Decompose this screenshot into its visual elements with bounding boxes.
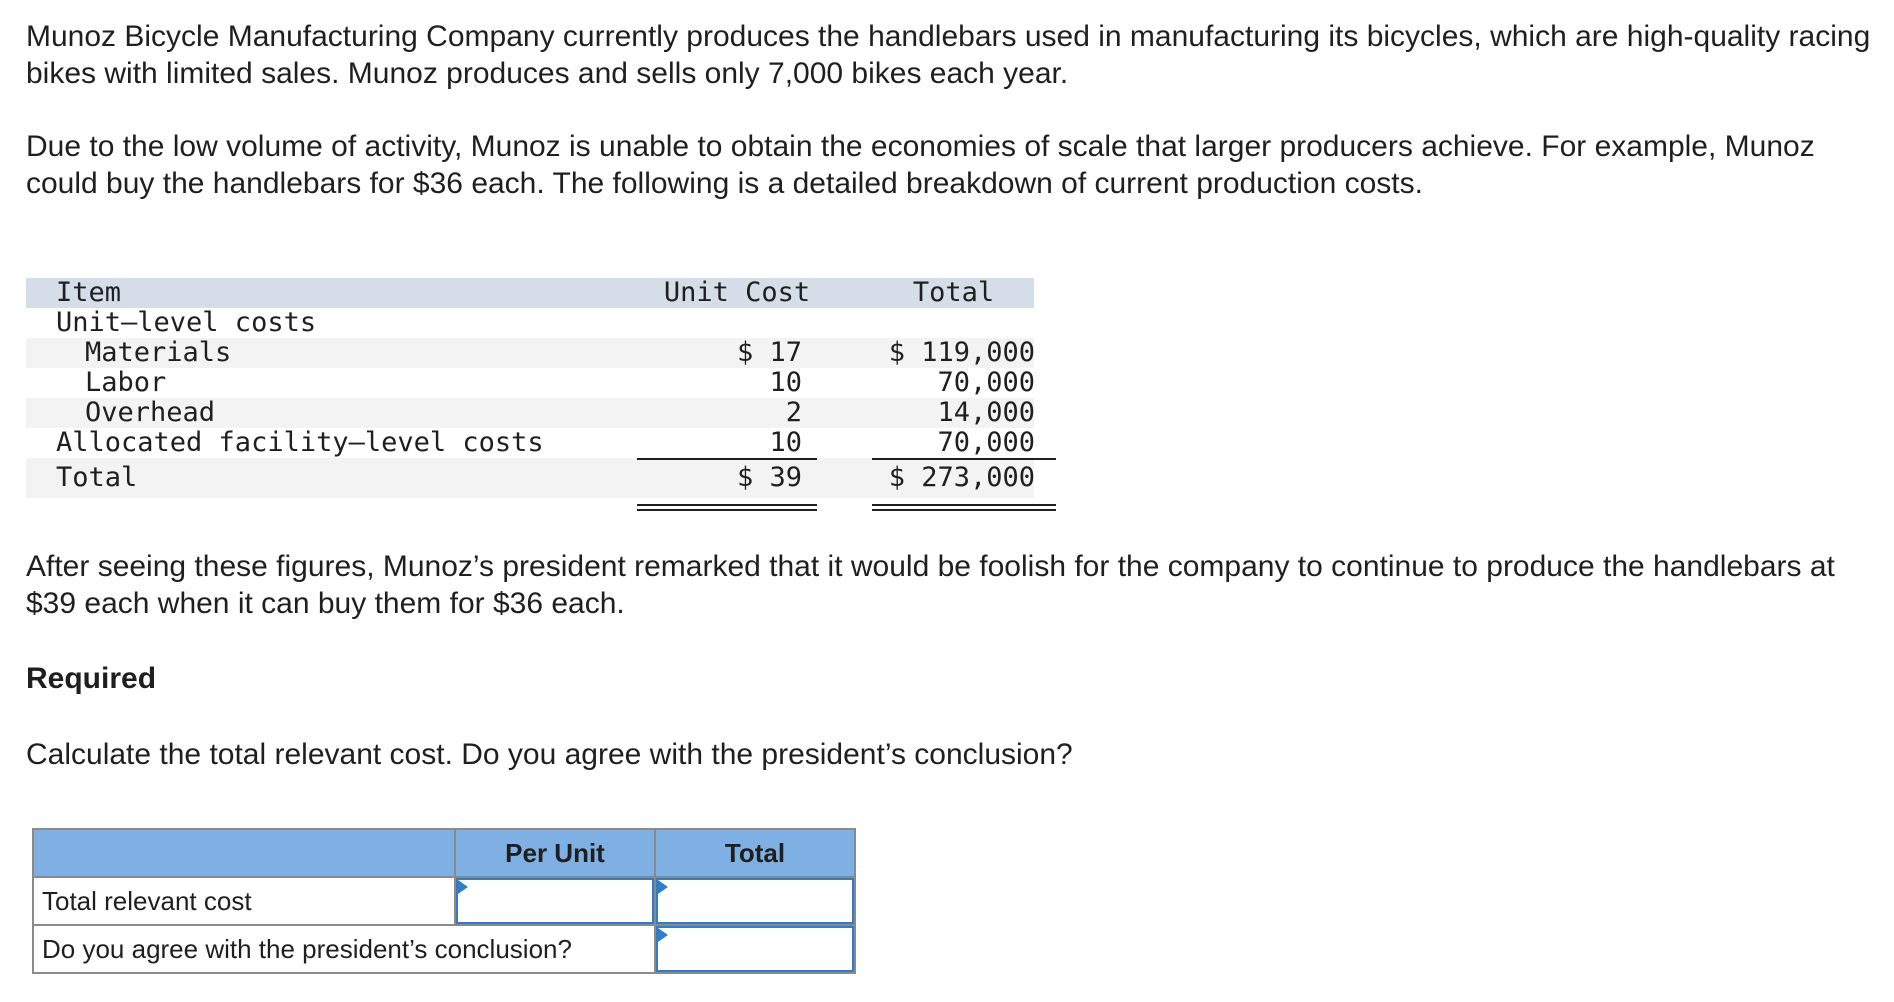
row-unit-cost: 10 [769,367,802,398]
row-item: Materials [85,337,232,368]
row-unit-cost: 2 [785,397,802,428]
double-rule-total-2 [872,509,1056,511]
table-row [26,398,1034,428]
per-unit-cell [455,877,655,925]
row-total: 14,000 [937,397,1035,428]
cost-breakdown-table [26,278,1034,498]
table-row-total [26,458,1034,498]
header-total: Total [655,829,855,877]
row-unit-cost: $ 17 [736,337,802,368]
header-total: Total [912,277,995,308]
row-unit-cost: $ 39 [736,462,802,493]
table-row [33,877,855,925]
total-relevant-cost-input[interactable] [659,881,855,923]
table-row [26,428,1034,458]
table-row [33,925,855,973]
table-row [26,338,1034,368]
row-total: 70,000 [937,427,1035,458]
intro-paragraph: Munoz Bicycle Manufacturing Company currently produces the handlebars used in manufacturing its bicycles, which are high-quality racing bikes with limited sales. Munoz produces and sells only 7,000 bikes each year. [26,20,1871,90]
cost-table-header [26,278,1034,308]
row-label-agree-question: Do you agree with the president’s conclusion? [33,925,655,973]
header-unit-cost: Unit Cost [663,277,811,308]
required-heading: Required [26,662,157,695]
row-unit-cost: 10 [769,427,802,458]
header-item: Item [56,277,122,308]
total-cell [655,877,855,925]
per-unit-input[interactable] [459,881,655,923]
agree-cell [655,925,855,973]
row-item: Overhead [85,397,216,428]
table-row [26,368,1034,398]
header-blank [33,829,455,877]
row-item: Unit–level costs [56,307,317,338]
row-label-total-relevant-cost: Total relevant cost [33,877,455,925]
answer-table-header [33,829,855,877]
subtotal-rule-total [872,458,1056,460]
row-total: $ 273,000 [888,462,1035,493]
row-item: Allocated facility–level costs [56,427,544,458]
double-rule-unit-cost-1 [637,504,817,506]
double-rule-total-1 [872,504,1056,506]
double-rule-unit-cost-2 [637,509,817,511]
answer-table [32,828,856,974]
row-item: Total [56,462,138,493]
agree-conclusion-input[interactable] [659,929,855,971]
context-paragraph: Due to the low volume of activity, Munoz is unable to obtain the economies of scale that larger producers achieve. For example, Munoz could buy the handlebars for $36 each. The following is a detailed breakdown of current production costs. [26,130,1815,200]
president-remark-paragraph: After seeing these figures, Munoz’s president remarked that it would be foolish for the company to continue to produce the handlebars at $39 each when it can buy them for $36 each. [26,550,1835,620]
row-total: 70,000 [937,367,1035,398]
question-paragraph: Calculate the total relevant cost. Do you agree with the president’s conclusion? [26,738,1073,771]
subtotal-rule-unit-cost [637,458,817,460]
row-total: $ 119,000 [888,337,1035,368]
table-row [26,308,1034,338]
row-item: Labor [85,367,167,398]
header-per-unit: Per Unit [455,829,655,877]
